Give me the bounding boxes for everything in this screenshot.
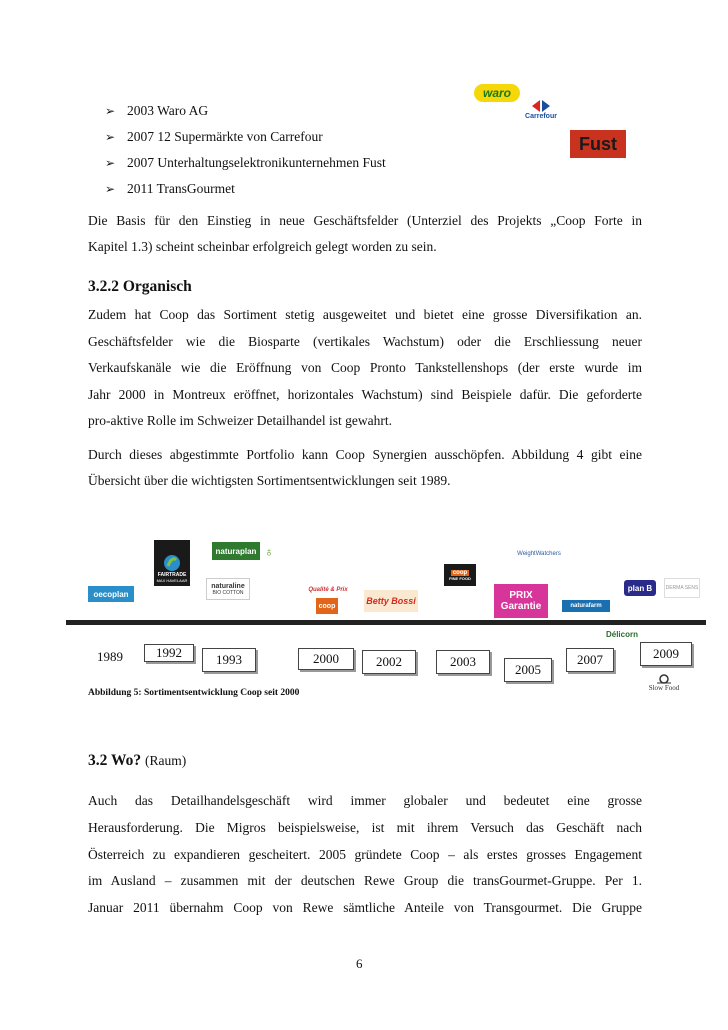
betty-bossi-logo: Betty Bossi (364, 590, 418, 612)
qualite-prix-logo: Qualité & Prix (308, 587, 348, 593)
weight-watchers-logo: WeightWatchers (517, 551, 561, 557)
bud-icon: ♁ (264, 543, 274, 559)
arrow-bullet-icon: ➢ (105, 156, 116, 170)
list-item: ➢ 2007 12 Supermärkte von Carrefour (105, 124, 386, 150)
list-item: ➢ 2011 TransGourmet (105, 176, 386, 202)
paragraph-organisch: Zudem hat Coop das Sortiment stetig ausgeweitet und bietet eine grosse Diversifikation an. Geschäftsfelder wie die Biosparte (vertikales Wachstum) oder die Erschliessung neuer Verkaufskanäle wie die Eröffnung von Coop Pronto Tankstellenshops (der erste wurde im Jahr 2000 in Montreux eröffnet, horizontales Wachstum) sind Beispiele dafür. Die geforderte pro-aktive Rolle im Schweizer Detailhandel ist gewahrt. (88, 307, 642, 428)
year-box-2009: 2009 (640, 642, 692, 666)
timeline-axis (66, 620, 706, 625)
coop-fine-food-logo: coop FINE FOOD (444, 564, 476, 586)
paragraph-basis: Die Basis für den Einstieg in neue Geschäftsfelder (Unterziel des Projekts „Coop Forte in Kapitel 1.3) scheint scheinbar erfolgreich gelegt worden zu sein. (88, 213, 642, 254)
slow-food-logo: Slow Food (640, 670, 688, 696)
list-item: ➢ 2007 Unterhaltungselektronikunternehmen Fust (105, 150, 386, 176)
derma-sens-logo: DERMA SENS (664, 578, 700, 598)
year-box-1989: 1989 (86, 646, 134, 668)
carrefour-logo (518, 96, 564, 122)
naturaplan-logo: naturaplan (212, 542, 260, 560)
page-number: 6 (356, 956, 363, 971)
naturafarm-logo: naturafarm (562, 600, 610, 612)
year-box-1992: 1992 (144, 644, 194, 662)
carrefour-label: Carrefour (525, 112, 557, 120)
arrow-bullet-icon: ➢ (105, 130, 116, 144)
carrefour-icon (530, 99, 552, 113)
waro-logo: waro (474, 84, 520, 102)
heading-wo: 3.2 Wo? (Raum) (88, 752, 187, 769)
plan-b-logo: plan B (624, 580, 656, 596)
snail-icon (656, 674, 672, 684)
figure-caption: Abbildung 5: Sortimentsentwicklung Coop seit 2000 (88, 688, 300, 698)
year-box-1993: 1993 (202, 648, 256, 672)
arrow-bullet-icon: ➢ (105, 182, 116, 196)
fust-logo: Fust (570, 130, 626, 158)
fairtrade-icon (163, 554, 181, 572)
naturaline-logo: naturaline BIO COTTON (206, 578, 250, 600)
coop-logo: coop (316, 598, 338, 614)
delicorn-logo: Délicorn (605, 629, 638, 639)
year-box-2003: 2003 (436, 650, 490, 674)
heading-organisch: 3.2.2 Organisch (88, 278, 192, 295)
acquisition-list (105, 98, 386, 202)
year-box-2007: 2007 (566, 648, 614, 672)
year-box-2005: 2005 (504, 658, 552, 682)
prix-garantie-logo: PRIX Garantie (494, 584, 548, 618)
oecoplan-logo: oecoplan (88, 586, 134, 602)
paragraph-portfolio: Durch dieses abgestimmte Portfolio kann Coop Synergien ausschöpfen. Abbildung 4 gibt eine Übersicht über die wichtigsten Sortimentsentwicklungen seit 1989. (88, 447, 642, 488)
list-item: ➢ 2003 Waro AG (105, 98, 386, 124)
arrow-bullet-icon: ➢ (105, 104, 116, 118)
year-box-2002: 2002 (362, 650, 416, 674)
fairtrade-logo: FAIRTRADE MAX HAVELAAR (154, 540, 190, 586)
paragraph-wo: Auch das Detailhandelsgeschäft wird immer globaler und bedeutet eine grosse Herausforderung. Die Migros beispielsweise, ist mit ihrem Versuch das Geschäft nach Österreich zu expandieren gescheitert. 2005 gründete Coop – als erstes grosses Engagement im Ausland – zusammen mit der deutschen Rewe Group die transGourmet-Gruppe. Per 1. Januar 2011 übernahm Coop von Rewe sämtliche Anteile von Transgourmet. Die Gruppe (88, 793, 642, 916)
year-box-2000: 2000 (298, 648, 354, 670)
